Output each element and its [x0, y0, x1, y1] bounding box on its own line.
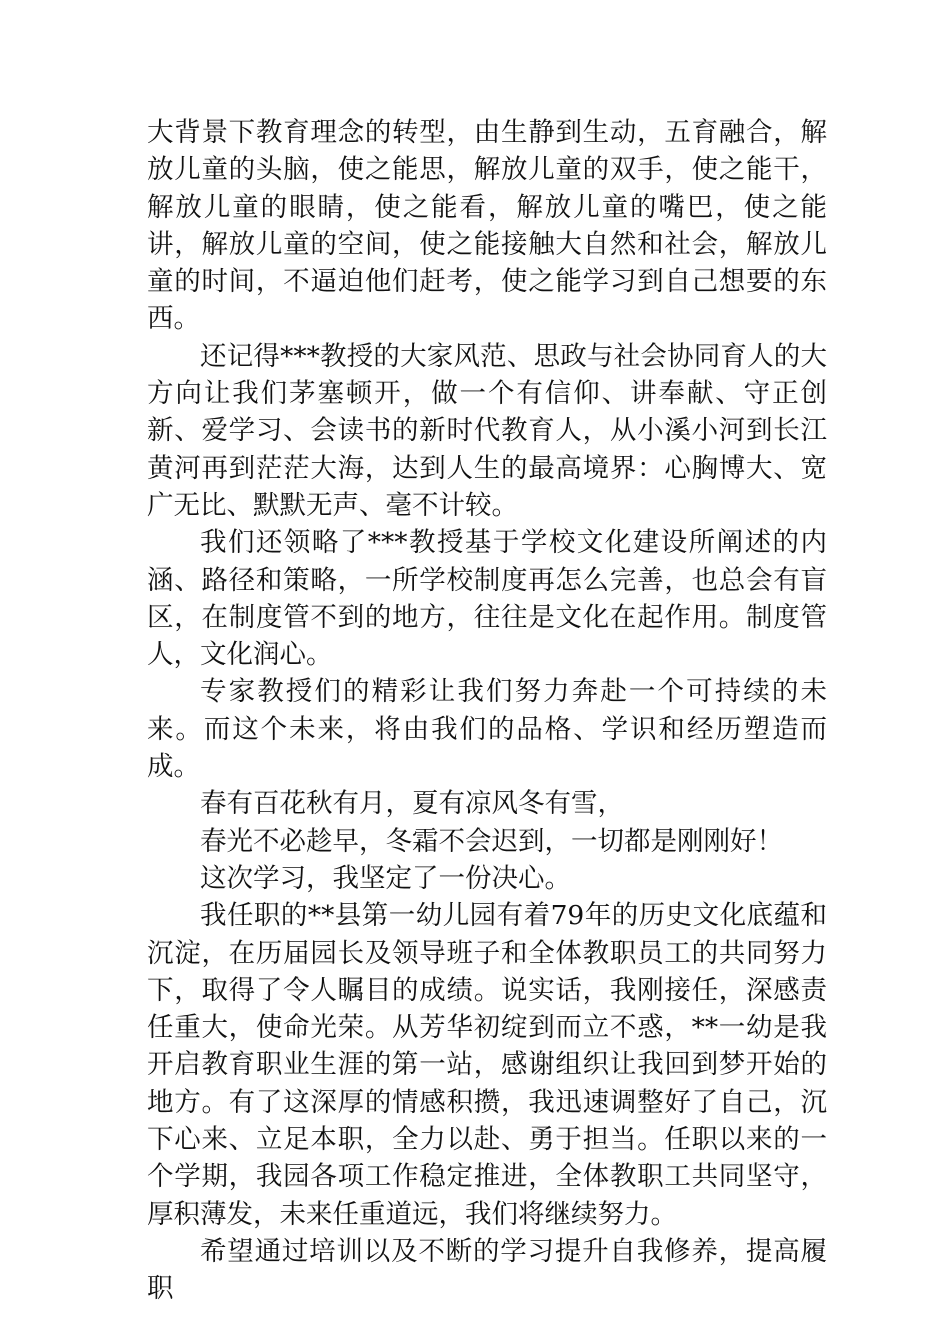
paragraph-8: 我任职的**县第一幼儿园有着79年的历史文化底蕴和沉淀，在历届园长及领导班子和全体教职员工的共同努力下，取得了令人瞩目的成绩。说实话，我刚接任，深感责任重大，使命光荣。从芳华初绽到而立不惑，**一幼是我开启教育职业生涯的第一站，感谢组织让我回到梦开始的地方。有了这深厚的情感积攒，我迅速调整好了自己，沉下心来、立足本职，全力以赴、勇于担当。任职以来的一个学期，我园各项工作稳定推进，全体教职工共同坚守，厚积薄发，未来任重道远，我们将继续努力。	[147, 900, 827, 1230]
paragraph-7: 这次学习，我坚定了一份决心。	[200, 862, 571, 894]
paragraph-1: 大背景下教育理念的转型，由生静到生动，五育融合，解放儿童的头脑，使之能思，解放儿童的双手，使之能干，解放儿童的眼睛，使之能看，解放儿童的嘴巴，使之能讲，解放儿童的空间，使之能接触大自然和社会，解放儿童的时间，不逼迫他们赶考，使之能学习到自己想要的东西。	[147, 117, 827, 335]
paragraph-4: 专家教授们的精彩让我们努力奔赴一个可持续的未来。而这个未来，将由我们的品格、学识和经历塑造而成。	[147, 676, 827, 783]
paragraph-2: 还记得***教授的大家风范、思政与社会协同育人的大方向让我们茅塞顿开，做一个有信仰、讲奉献、守正创新、爱学习、会读书的新时代教育人，从小溪小河到长江黄河再到茫茫大海，达到人生的最高境界：心胸博大、宽广无比、默默无声、毫不计较。	[147, 340, 827, 521]
paragraph-6: 春光不必趁早，冬霜不会迟到，一切都是刚刚好！	[200, 825, 783, 857]
paragraph-3: 我们还领略了***教授基于学校文化建设所阐述的内涵、路径和策略，一所学校制度再怎么完善，也总会有盲区，在制度管不到的地方，往往是文化在起作用。制度管人，文化润心。	[147, 527, 827, 671]
paragraph-9: 希望通过培训以及不断的学习提升自我修养，提高履职	[147, 1235, 827, 1305]
paragraph-5: 春有百花秋有月，夏有凉风冬有雪，	[200, 788, 624, 820]
document-page	[147, 114, 827, 1308]
